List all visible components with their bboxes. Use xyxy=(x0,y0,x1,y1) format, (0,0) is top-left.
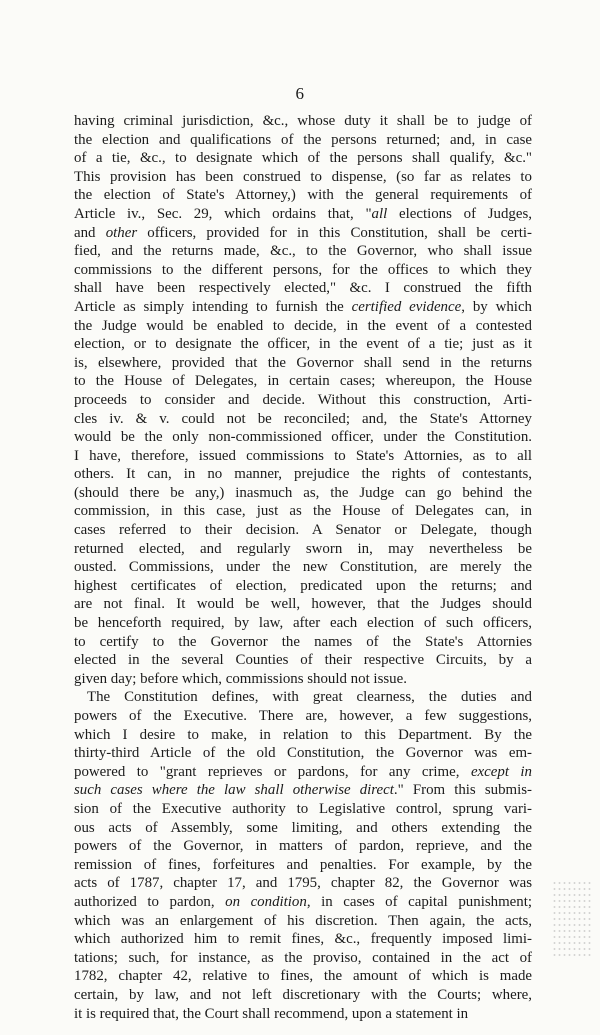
text-line: to the House of Delegates, in certain cases; whereupon, the House xyxy=(74,373,532,390)
page-number: 6 xyxy=(295,84,305,103)
text-line: highest certificates of election, predicated upon the returns; and xyxy=(74,577,532,594)
text-line: be henceforth required, by law, after each election of such officers, xyxy=(74,615,532,632)
text-line: commissions to the different persons, for the offices to which they xyxy=(74,261,532,278)
text-line: cases referred to their decision. A Senator or Delegate, though xyxy=(74,522,532,539)
text-line: and other officers, provided for in this Constitution, shall be certi- xyxy=(74,224,532,241)
text-line: proceeds to consider and decide. Without this construction, Arti- xyxy=(74,391,532,408)
text-line: authorized to pardon, on condition, in cases of capital punishment; xyxy=(74,893,532,910)
text-line: of a tie, &c., to designate which of the persons shall qualify, &c." xyxy=(74,150,532,167)
text-line: the election and qualifications of the persons returned; and, in case xyxy=(74,131,532,148)
text-line: which I desire to make, in relation to this Department. By the xyxy=(74,726,532,743)
text-line: elected in the several Counties of their respective Circuits, by a xyxy=(74,652,532,669)
text-line: such cases where the law shall otherwise direct." From this submis- xyxy=(74,782,532,799)
text-line: remission of fines, forfeitures and penalties. For example, by the xyxy=(74,856,532,873)
text-line: the election of State's Attorney,) with the general requirements of xyxy=(74,187,532,204)
text-line: acts of 1787, chapter 17, and 1795, chapter 82, the Governor was xyxy=(74,875,532,892)
text-line: Article as simply intending to furnish the certified evidence, by which xyxy=(74,298,532,315)
text-line: commission, in this case, just as the House of Delegates can, in xyxy=(74,503,532,520)
scan-speckle xyxy=(552,880,592,960)
text-line: powers of the Governor, in matters of pardon, reprieve, and the xyxy=(74,838,532,855)
text-line: The Constitution defines, with great clearness, the duties and xyxy=(87,689,532,706)
text-line: certain, by law, and not left discretionary with the Courts; where, xyxy=(74,986,532,1003)
text-line: powers of the Executive. There are, however, a few suggestions, xyxy=(74,708,532,724)
text-line: would be the only non-commissioned officer, under the Constitution. xyxy=(74,429,532,446)
text-line: the Judge would be enabled to decide, in the event of a contested xyxy=(74,317,532,334)
text-line: which was an enlargement of his discretion. Then again, the acts, xyxy=(74,912,532,929)
text-line: powered to "grant reprieves or pardons, for any crime, except in xyxy=(74,763,532,780)
text-line: Article iv., Sec. 29, which ordains that, "all elections of Judges, xyxy=(74,205,532,222)
text-line: ous acts of Assembly, some limiting, and others extending the xyxy=(74,819,532,836)
text-line: sion of the Executive authority to Legislative control, sprung vari- xyxy=(74,800,532,817)
text-line: (should there be any,) inasmuch as, the Judge can go behind the xyxy=(74,484,532,501)
text-line: which authorized him to remit fines, &c., frequently imposed limi- xyxy=(74,931,532,948)
text-line: is, elsewhere, provided that the Governor shall send in the returns xyxy=(74,354,532,371)
text-line: fied, and the returns made, &c., to the Governor, who shall issue xyxy=(74,243,532,260)
text-line: shall have been respectively elected," &c. I construed the fifth xyxy=(74,280,532,297)
text-line: tations; such, for instance, as the proviso, contained in the act of xyxy=(74,949,532,966)
text-line: thirty-third Article of the old Constitution, the Governor was em- xyxy=(74,745,532,762)
text-line: cles iv. & v. could not be reconciled; and, the State's Attorney xyxy=(74,410,532,427)
text-line: I have, therefore, issued commissions to State's Attornies, as to all xyxy=(74,447,532,464)
text-line: returned elected, and regularly sworn in, may nevertheless be xyxy=(74,540,532,557)
text-line: to certify to the Governor the names of the State's Attornies xyxy=(74,633,532,650)
text-line: are not final. It would be well, however, that the Judges should xyxy=(74,596,532,613)
text-line: 1782, chapter 42, relative to fines, the amount of which is made xyxy=(74,968,532,985)
text-line: ousted. Commissions, under the new Constitution, are merely the xyxy=(74,559,532,576)
text-line: having criminal jurisdiction, &c., whose duty it shall be to judge of xyxy=(74,113,532,129)
body-text xyxy=(74,112,532,1023)
text-line: others. It can, in no manner, prejudice the rights of contestants, xyxy=(74,466,532,483)
text-line: This provision has been construed to dispense, (so far as relates to xyxy=(74,168,532,185)
text-line: election, or to designate the officer, in the event of a tie; just as it xyxy=(74,336,532,353)
text-line: it is required that, the Court shall recommend, upon a statement in xyxy=(74,1005,469,1022)
text-line: given day; before which, commissions should not issue. xyxy=(74,670,407,687)
